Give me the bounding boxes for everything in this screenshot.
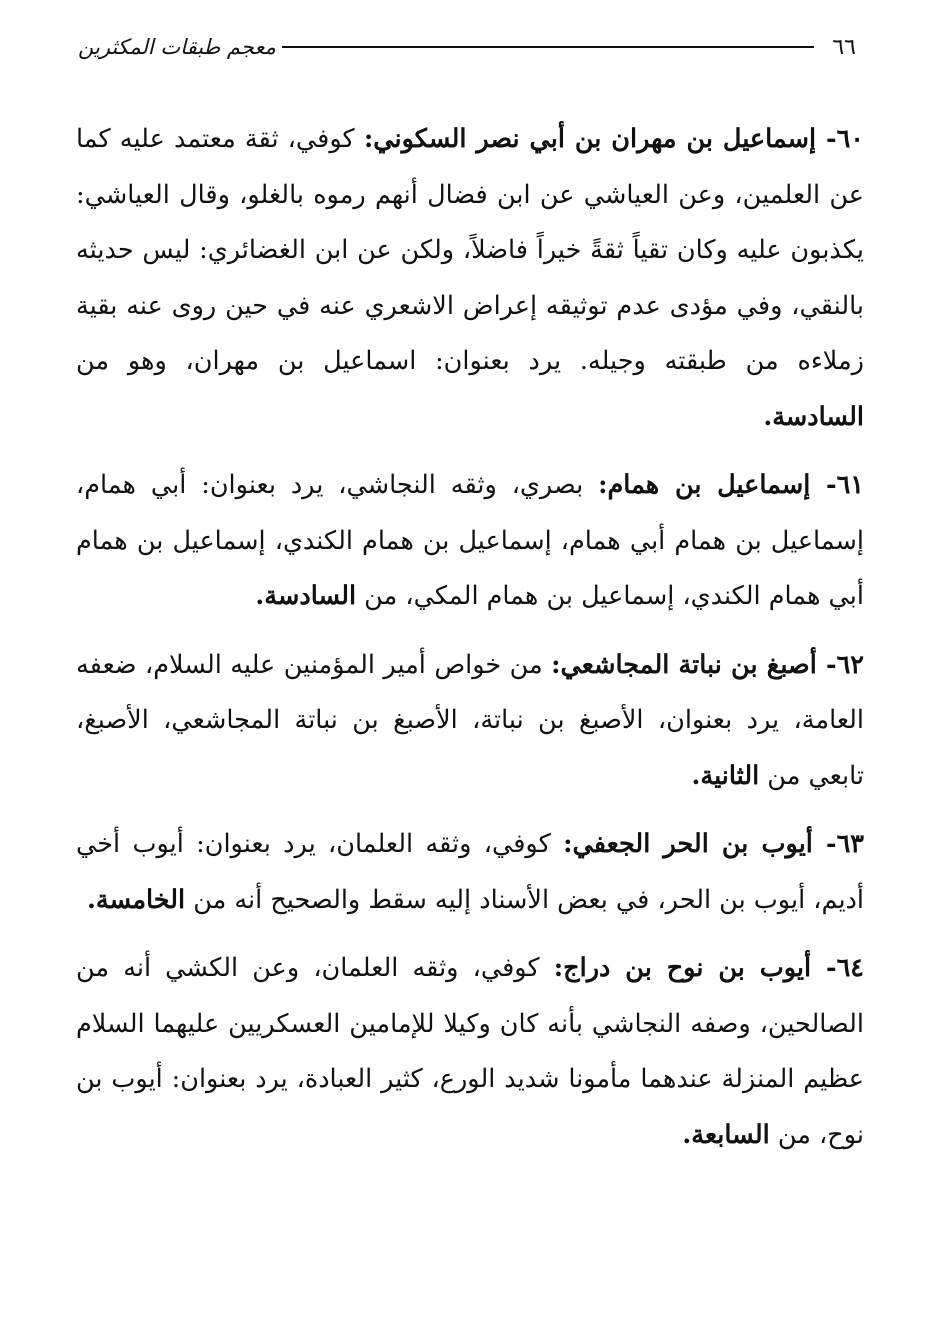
entries-list	[76, 112, 864, 1176]
entry-heading: ٦٢- أصبغ بن نباتة المجاشعي:	[551, 649, 864, 680]
entry-tier: السابعة.	[682, 1119, 770, 1150]
entry-heading: ٦٤- أيوب بن نوح بن دراج:	[553, 953, 864, 983]
entry-63	[76, 817, 864, 928]
entry-text: بصري، وثقه النجاشي، يرد بعنوان: أبي همام، إسماعيل بن همام أبي همام، إسماعيل بن همام الكندي، إسماعيل بن همام أبي همام الكندي، إسماعيل بن همام المكي، من	[76, 470, 864, 611]
entry-62	[76, 638, 864, 805]
entry-tier: السادسة.	[255, 581, 357, 611]
entry-heading: ٦٠- إسماعيل بن مهران بن أبي نصر السكوني:	[363, 124, 864, 154]
entry-tier: السادسة.	[763, 401, 864, 432]
entry-text: كوفي، وثقه العلمان، وعن الكشي أنه من الصالحين، وصفه النجاشي بأنه كان وكيلا للإمامين العسكريين عليهما السلام عظيم المنزلة عندهما مأمونا شديد الورع، كثير العبادة، يرد بعنوان: أيوب بن نوح، من	[76, 953, 864, 1150]
entry-64	[76, 941, 864, 1163]
entry-text: من خواص أمير المؤمنين عليه السلام، ضعفه العامة، يرد بعنوان، الأصبغ بن نباتة، الأصبغ بن نباتة المجاشعي، الأصبغ، تابعي من	[76, 649, 864, 791]
page-header	[78, 30, 856, 64]
header-rule	[282, 46, 815, 48]
entry-text: كوفي، ثقة معتمد عليه كما عن العلمين، وعن العياشي عن ابن فضال أنهم رموه بالغلو، وقال العياشي: يكذبون عليه وكان تقياً ثقةً خيراً فاضلاً، ولكن عن ابن الغضائري: ليس حديثه بالنقي، وفي مؤدى عدم توثيقه إعراض الاشعري عنه في حين روى عنه بقية زملاءه من طبقته وجيله. يرد بعنوان: اسماعيل بن مهران، وهو من	[76, 124, 864, 376]
entry-60	[76, 112, 864, 445]
page-number: ٦٦	[832, 34, 856, 60]
entry-heading: ٦١- إسماعيل بن همام:	[598, 470, 864, 500]
entry-61	[76, 458, 864, 625]
entry-heading: ٦٣- أيوب بن الحر الجعفي:	[563, 829, 864, 859]
running-title: معجم طبقات المكثرين	[78, 35, 276, 59]
entry-tier: الثانية.	[691, 760, 760, 791]
entry-tier: الخامسة.	[87, 884, 186, 915]
entry-text: كوفي، وثقه العلمان، يرد بعنوان: أيوب أخي أديم، أيوب بن الحر، في بعض الأسناد إليه سقط والصحيح أنه من	[76, 829, 864, 915]
